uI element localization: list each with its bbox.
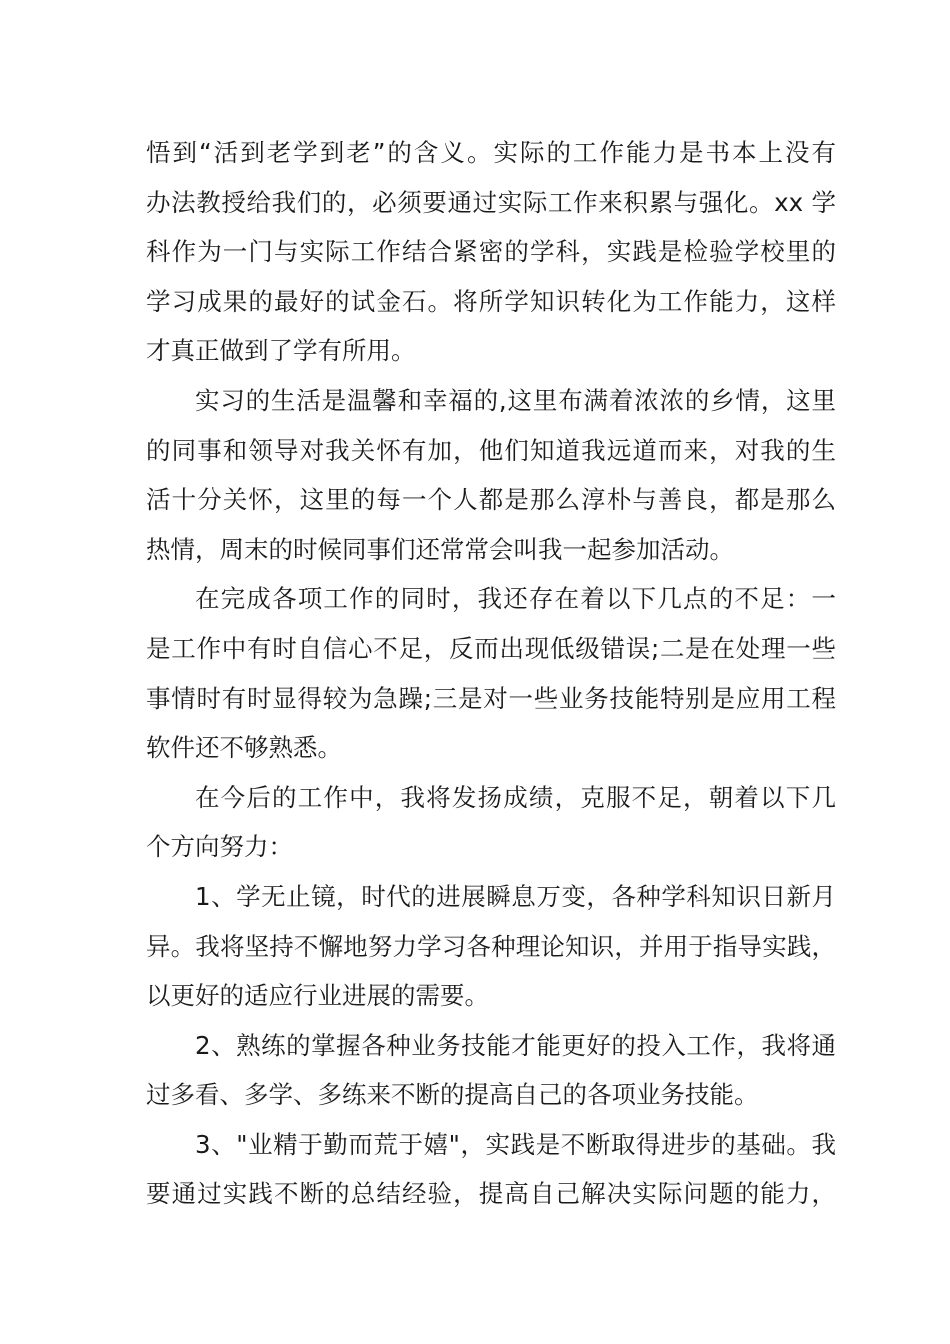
text-line: 热情，周末的时候同事们还常常会叫我一起参加活动。 [146,534,734,564]
paragraph [146,1021,836,1120]
text-line: 实习的生活是温馨和幸福的,这里布满着浓浓的乡情，这里 [195,385,836,415]
paragraph [146,376,836,574]
text-line: 以更好的适应行业进展的需要。 [146,981,489,1011]
text-line: 办法教授给我们的，必须要通过实际工作来积累与强化。xx 学 [146,187,836,217]
text-line: 个方向努力： [146,832,293,862]
text-line: 2、熟练的掌握各种业务技能才能更好的投入工作，我将通 [195,1030,836,1060]
paragraph [146,773,836,872]
text-line: 要通过实践不断的总结经验，提高自己解决实际问题的能力， [146,1179,836,1209]
paragraph [146,574,836,772]
text-line: 3、"业精于勤而荒于嬉"，实践是不断取得进步的基础。我 [195,1129,836,1159]
document-body [146,128,836,1219]
text-line: 的同事和领导对我关怀有加，他们知道我远道而来，对我的生 [146,435,836,465]
text-line: 科作为一门与实际工作结合紧密的学科，实践是检验学校里的 [146,237,836,267]
paragraph [146,1120,836,1219]
text-line: 1、学无止镜，时代的进展瞬息万变，各种学科知识日新月 [195,881,836,911]
text-line: 是工作中有时自信心不足，反而出现低级错误;二是在处理一些 [146,633,836,663]
text-line: 软件还不够熟悉。 [146,733,342,763]
paragraph [146,128,836,376]
text-line: 悟到“活到老学到老”的含义。实际的工作能力是书本上没有 [146,138,836,167]
text-line: 过多看、多学、多练来不断的提高自己的各项业务技能。 [146,1080,759,1110]
text-line: 才真正做到了学有所用。 [146,336,416,366]
text-line: 活十分关怀，这里的每一个人都是那么淳朴与善良，都是那么 [146,485,836,515]
text-line: 学习成果的最好的试金石。将所学知识转化为工作能力，这样 [146,286,836,316]
paragraph [146,872,836,1021]
text-line: 事情时有时显得较为急躁;三是对一些业务技能特别是应用工程 [146,683,836,713]
text-line: 异。我将坚持不懈地努力学习各种理论知识，并用于指导实践， [146,931,836,961]
text-line: 在完成各项工作的同时，我还存在着以下几点的不足：一 [195,584,836,614]
text-line: 在今后的工作中，我将发扬成绩，克服不足，朝着以下几 [195,782,836,812]
